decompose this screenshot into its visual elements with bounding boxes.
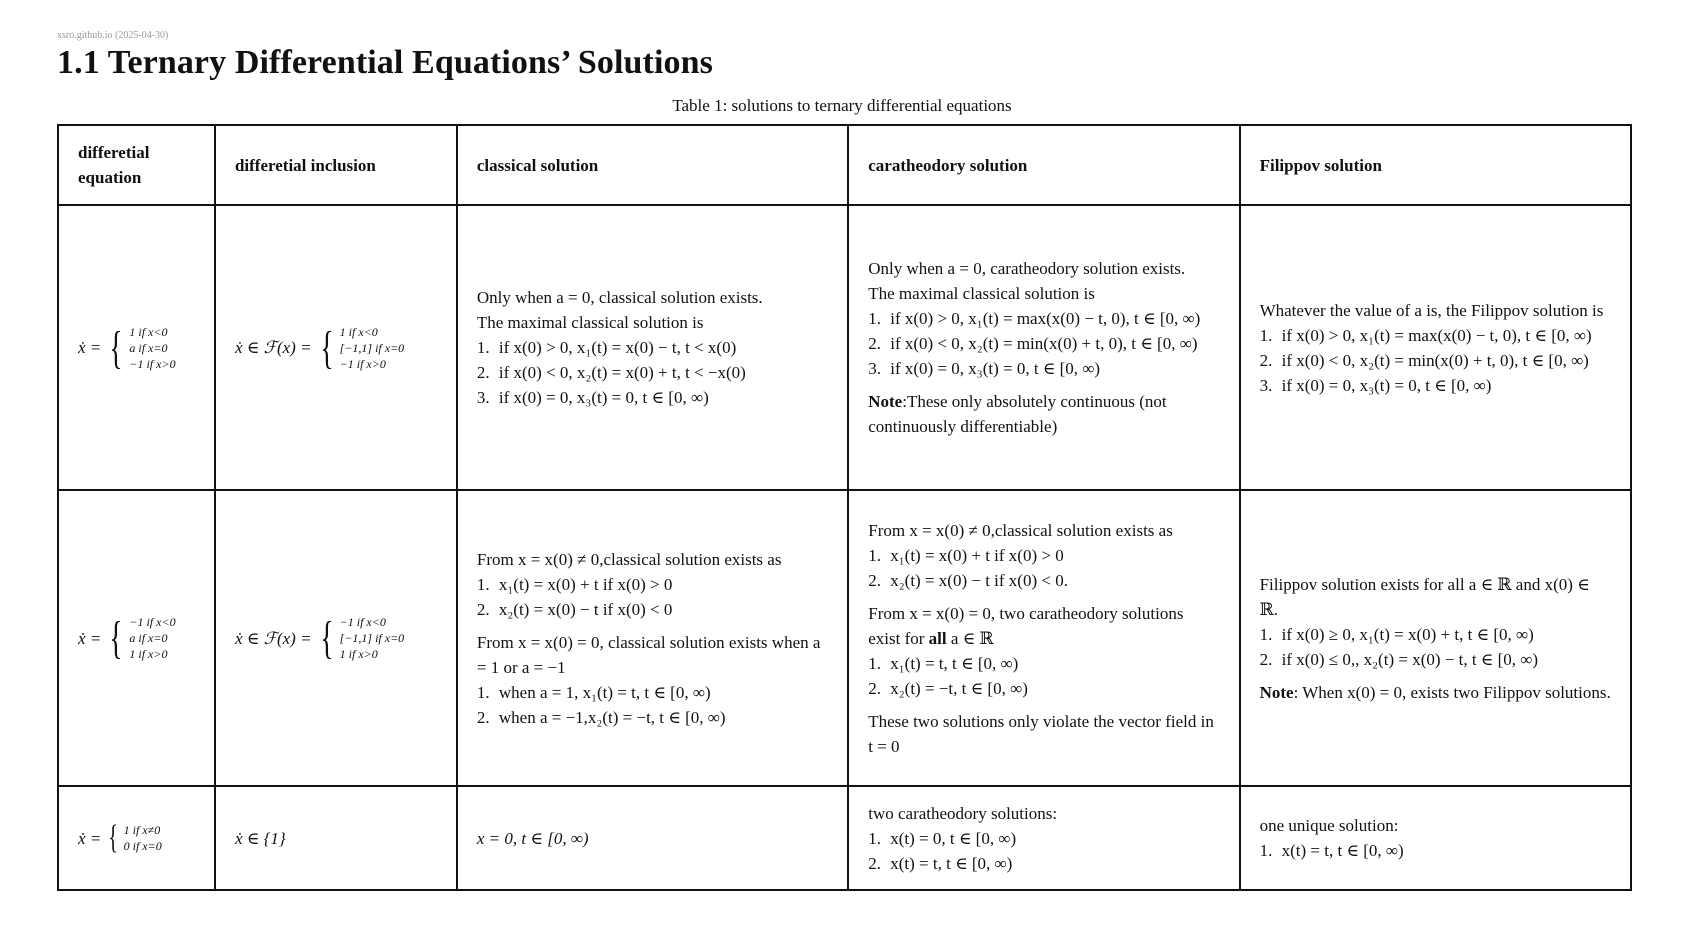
brace-symbol: { xyxy=(108,819,119,856)
inclusion xyxy=(234,321,437,373)
equation xyxy=(78,821,195,855)
text-span: From x = x(0) = 0, two caratheodory solutions exist for xyxy=(868,603,1184,648)
header-filippov-solution: Filippov solution xyxy=(1240,125,1631,205)
case-line: 1 if x≠0 xyxy=(123,823,161,837)
header-differential-inclusion: differetial inclusion xyxy=(215,125,457,205)
cell-filippov xyxy=(1240,786,1631,890)
cell-filippov xyxy=(1240,205,1631,490)
case-line: [−1,1] if x=0 xyxy=(339,340,405,355)
list-item: if x(0) < 0, x₂(t) = min(x(0) + t, 0), t ∈ [0, ∞) xyxy=(890,334,1198,353)
text-line: From x = x(0) ≠ 0,classical solution exists as xyxy=(476,549,782,569)
inclusion-cases xyxy=(340,324,405,372)
cell-caratheodory xyxy=(848,205,1239,490)
list-item: x(t) = 0, t ∈ [0, ∞) xyxy=(890,828,1017,848)
solution-list xyxy=(868,306,1219,381)
list-item: x(t) = t, t ∈ [0, ∞) xyxy=(890,853,1013,873)
cell-classical xyxy=(457,786,848,890)
header-classical-solution: classical solution xyxy=(457,125,848,205)
cell-equation xyxy=(58,205,215,490)
table-row xyxy=(58,786,1631,890)
list-item: if x(0) = 0, x₃(t) = 0, t ∈ [0, ∞) xyxy=(890,359,1101,378)
equation-cases xyxy=(129,324,175,372)
table-row xyxy=(58,205,1631,490)
text-line: From x = x(0) = 0, classical solution exists when a = 1 or a = −1 xyxy=(476,632,821,677)
paragraph xyxy=(477,285,828,410)
list-item: when a = 1, x₁(t) = t, t ∈ [0, ∞) xyxy=(498,682,711,702)
brace-symbol: { xyxy=(109,612,123,663)
brace-symbol: { xyxy=(319,321,334,373)
brace-symbol: { xyxy=(109,321,123,373)
case-line: a if x=0 xyxy=(129,340,168,355)
paragraph xyxy=(868,518,1219,593)
solution-list xyxy=(1260,323,1611,398)
text-line: Whatever the value of a is, the Filippov solution is xyxy=(1259,300,1604,320)
equation-cases xyxy=(124,822,162,854)
list-item: if x(0) > 0, x₁(t) = max(x(0) − t, 0), t ∈ [0, ∞) xyxy=(890,309,1201,328)
list-item: if x(0) > 0, x₁(t) = x(0) − t, t < x(0) xyxy=(498,338,737,357)
header-differential-equation: differetial equation xyxy=(58,125,215,205)
text-line xyxy=(868,601,1219,651)
solution-list xyxy=(477,335,828,410)
text-line: two caratheodory solutions: xyxy=(868,803,1058,823)
case-line: [−1,1] if x=0 xyxy=(339,631,405,645)
header-row xyxy=(58,125,1631,205)
list-item: if x(0) = 0, x₃(t) = 0, t ∈ [0, ∞) xyxy=(1281,375,1492,395)
inclusion-lhs: ẋ ∈ ℱ(x) = xyxy=(234,338,312,357)
paragraph xyxy=(1260,298,1611,398)
solution-list xyxy=(1260,622,1611,672)
header-caratheodory-solution: caratheodory solution xyxy=(848,125,1239,205)
case-line: a if x=0 xyxy=(129,631,168,645)
solution-list xyxy=(477,680,828,730)
equation xyxy=(78,614,195,662)
text-line: The maximal classical solution is xyxy=(476,313,704,332)
note xyxy=(868,389,1219,439)
case-line: −1 if x<0 xyxy=(129,615,176,629)
table-caption: Table 1: solutions to ternary differential equations xyxy=(672,96,1012,115)
cell-inclusion xyxy=(215,490,457,786)
list-item: if x(0) ≤ 0,, x₂(t) = x(0) − t, t ∈ [0, ∞) xyxy=(1281,649,1539,669)
cell-caratheodory xyxy=(848,786,1239,890)
note-label: Note xyxy=(868,392,903,411)
list-item: x₁(t) = x(0) + t if x(0) > 0 xyxy=(890,545,1064,565)
list-item: if x(0) ≥ 0, x₁(t) = x(0) + t, t ∈ [0, ∞) xyxy=(1281,624,1534,644)
text-span: a ∈ ℝ xyxy=(946,628,994,648)
note-label: Note xyxy=(1259,682,1294,702)
paragraph xyxy=(477,630,828,730)
case-line: −1 if x<0 xyxy=(339,615,386,629)
list-item: x₁(t) = x(0) + t if x(0) > 0 xyxy=(498,574,673,594)
list-item: if x(0) < 0, x₂(t) = min(x(0) + t, 0), t ∈ [0, ∞) xyxy=(1281,350,1589,370)
cell-inclusion xyxy=(215,786,457,890)
text-line: From x = x(0) ≠ 0,classical solution exists as xyxy=(868,520,1173,540)
table-row xyxy=(58,490,1631,786)
inclusion: ẋ ∈ {1} xyxy=(234,828,286,848)
note-text: :These only absolutely continuous (not continuously differentiable) xyxy=(868,392,1167,436)
case-line: −1 if x>0 xyxy=(339,356,386,371)
note-text: : When x(0) = 0, exists two Filippov solutions. xyxy=(1293,682,1611,702)
text-line: one unique solution: xyxy=(1259,816,1399,835)
list-item: x₁(t) = t, t ∈ [0, ∞) xyxy=(890,653,1019,673)
list-item: x₂(t) = x(0) − t if x(0) < 0. xyxy=(890,570,1068,590)
solution-list xyxy=(868,543,1219,593)
paragraph xyxy=(1260,572,1611,672)
case-line: 0 if x=0 xyxy=(123,839,162,853)
note xyxy=(1260,680,1611,705)
inclusion-lhs: ẋ ∈ ℱ(x) = xyxy=(234,628,312,648)
case-line: −1 if x>0 xyxy=(129,356,176,371)
cell-caratheodory xyxy=(848,490,1239,786)
page-title: 1.1 Ternary Differential Equations’ Solutions xyxy=(57,44,713,81)
paragraph xyxy=(868,601,1219,701)
text-line: Filippov solution exists for all a ∈ ℝ and x(0) ∈ ℝ. xyxy=(1259,574,1590,619)
solution-list xyxy=(868,651,1219,701)
case-line: 1 if x>0 xyxy=(129,647,168,661)
solution-list xyxy=(1260,838,1611,863)
equation-lhs: ẋ = xyxy=(78,828,102,848)
text-line: Only when a = 0, caratheodory solution exists. xyxy=(868,259,1186,278)
cell-equation xyxy=(58,490,215,786)
equation-lhs: ẋ = xyxy=(78,338,102,357)
paragraph xyxy=(868,801,1219,876)
brace-symbol: { xyxy=(319,612,334,663)
inclusion xyxy=(235,614,437,662)
list-item: x₂(t) = −t, t ∈ [0, ∞) xyxy=(890,678,1028,698)
list-item: if x(0) = 0, x₃(t) = 0, t ∈ [0, ∞) xyxy=(498,388,709,407)
solution-list xyxy=(477,572,828,622)
solutions-table xyxy=(57,124,1632,891)
equation xyxy=(78,321,195,373)
cell-classical xyxy=(457,205,848,490)
case-line: 1 if x>0 xyxy=(339,647,378,661)
solution-list xyxy=(868,826,1219,876)
text-line: Only when a = 0, classical solution exists. xyxy=(476,288,763,307)
list-item: x(t) = t, t ∈ [0, ∞) xyxy=(1281,841,1404,860)
cell-filippov xyxy=(1240,490,1631,786)
paragraph xyxy=(477,547,828,622)
paragraph xyxy=(868,256,1219,381)
equation-cases xyxy=(129,614,175,662)
paragraph: These two solutions only violate the vector field in t = 0 xyxy=(868,711,1214,756)
text-line: The maximal classical solution is xyxy=(868,284,1095,303)
cell-classical xyxy=(457,490,848,786)
inclusion-cases xyxy=(340,614,405,662)
case-line: 1 if x<0 xyxy=(129,324,168,339)
list-item: if x(0) < 0, x₂(t) = x(0) + t, t < −x(0) xyxy=(498,363,746,382)
page-meta: xsro.github.io (2025-04-30) xyxy=(57,30,169,41)
list-item: when a = −1,x₂(t) = −t, t ∈ [0, ∞) xyxy=(498,707,726,727)
cell-inclusion xyxy=(215,205,457,490)
list-item: x₂(t) = x(0) − t if x(0) < 0 xyxy=(498,599,673,619)
paragraph xyxy=(1260,813,1611,863)
case-line: 1 if x<0 xyxy=(339,324,378,339)
bold-text: all xyxy=(928,628,947,648)
list-item: if x(0) > 0, x₁(t) = max(x(0) − t, 0), t ∈ [0, ∞) xyxy=(1281,325,1592,345)
equation-lhs: ẋ = xyxy=(78,628,102,648)
classical-solution: x = 0, t ∈ [0, ∞) xyxy=(476,828,589,848)
cell-equation xyxy=(58,786,215,890)
